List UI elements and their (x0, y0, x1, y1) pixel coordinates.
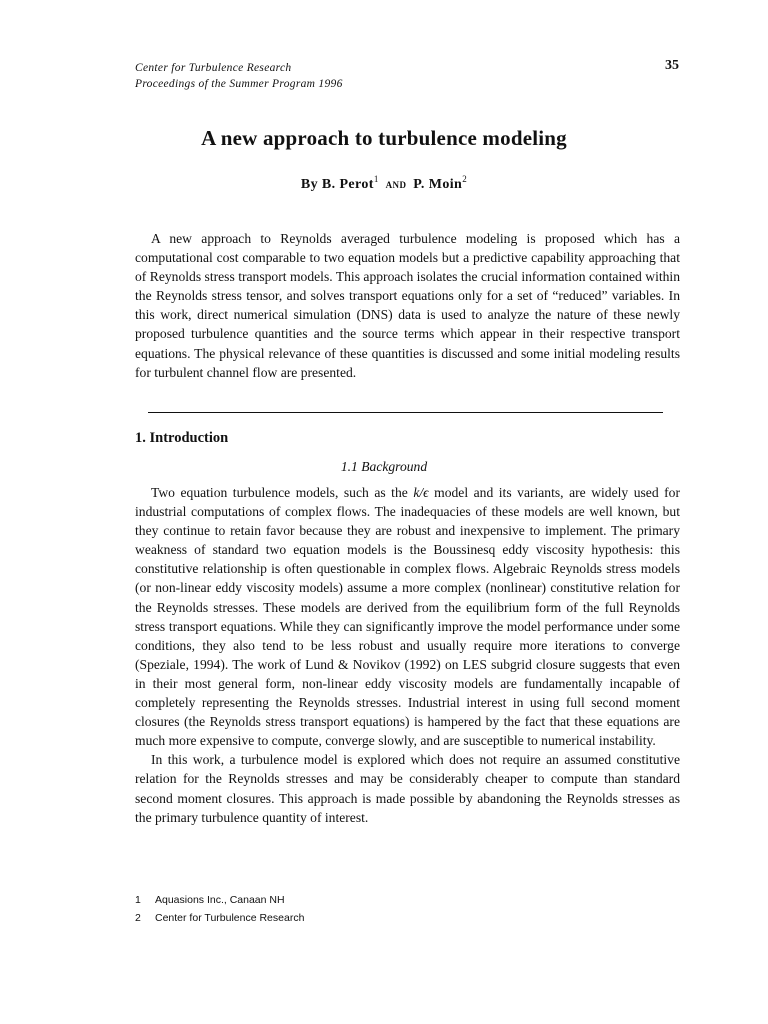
footnotes (135, 891, 680, 927)
footnote-1-text: Aquasions Inc., Canaan NH (155, 894, 285, 906)
math-k-epsilon: k/ϵ (413, 485, 429, 500)
footnote-2-text: Center for Turbulence Research (155, 912, 305, 924)
body-text (135, 483, 680, 827)
paragraph-2: In this work, a turbulence model is explored which does not require an assumed constitutive relation for the Reynolds stresses and may be considerably cheaper to compute than standard second moment closures. This approach is made possible by abandoning the Reynolds stresses as the primary turbulence quantity of interest. (135, 752, 680, 825)
paragraph-1-rest: model and its variants, are widely used for industrial computations of complex flows. The inadequacies of these models are well known, but they continue to retain favor because they are robust and inexpensive to implement. The primary weakness of standard two equation models is the Boussinesq eddy viscosity hypothesis: this constitutive relationship is often questionable in complex flows. Algebraic Reynolds stress models (or non-linear eddy viscosity models) assume a more complex (nonlinear) constitutive relation for the Reynolds stresses. These models are derived from the equilibrium form of the full Reynolds stress transport equations. While they can significantly improve the model performance under some conditions, they also tend to be less robust and usually require more iterations to converge (Speziale, 1994). The work of Lund & Novikov (1992) on LES subgrid closure suggests that even in their most general form, non-linear eddy viscosity models are fundamentally incapable of completely representing the Reynolds stresses. Industrial interest in using full second moment closures (the Reynolds stress transport equations) is hampered by the fact that these equations are much more expensive to compute, converge slowly, and are susceptible to numerical instability. (135, 485, 681, 749)
abstract: A new approach to Reynolds averaged turbulence modeling is proposed which has a computational cost comparable to two equation models but a predictive capability approaching that of Reynolds stress transport models. This approach isolates the crucial information contained within the Reynolds stress tensor, and solves transport equations only for a set of “reduced” variables. In this work, direct numerical simulation (DNS) data is used to analyze the nature of these newly proposed turbulence quantities and the source terms which appear in their respective transport equations. The physical relevance of these quantities is discussed and some initial modeling results for turbulent channel flow are presented. (135, 231, 680, 380)
footnote-1-number: 1 (135, 894, 141, 906)
paragraph-1-start: Two equation turbulence models, such as the (151, 485, 408, 500)
footnote-2-number: 2 (135, 912, 141, 924)
author-perot-footnote-mark: 1 (373, 174, 379, 184)
abstract-divider (148, 412, 663, 413)
author-perot: B. Perot (321, 177, 374, 192)
author-line (0, 174, 768, 193)
paper-title: A new approach to turbulence modeling (201, 126, 567, 150)
paragraph-1 (135, 483, 680, 750)
running-header (135, 60, 680, 92)
footnote-1 (135, 891, 680, 909)
subsection-heading-background: 1.1 Background (340, 459, 428, 474)
footnote-2 (135, 909, 680, 927)
header-proceedings: Proceedings of the Summer Program 1996 (135, 78, 343, 90)
author-conjunction: and (385, 176, 407, 191)
author-moin: P. Moin (413, 177, 463, 192)
page-number: 35 (665, 58, 679, 73)
header-center-name: Center for Turbulence Research (135, 62, 292, 74)
section-heading-introduction: 1. Introduction (135, 430, 229, 446)
by-label: By (300, 177, 318, 192)
author-moin-footnote-mark: 2 (462, 174, 468, 184)
